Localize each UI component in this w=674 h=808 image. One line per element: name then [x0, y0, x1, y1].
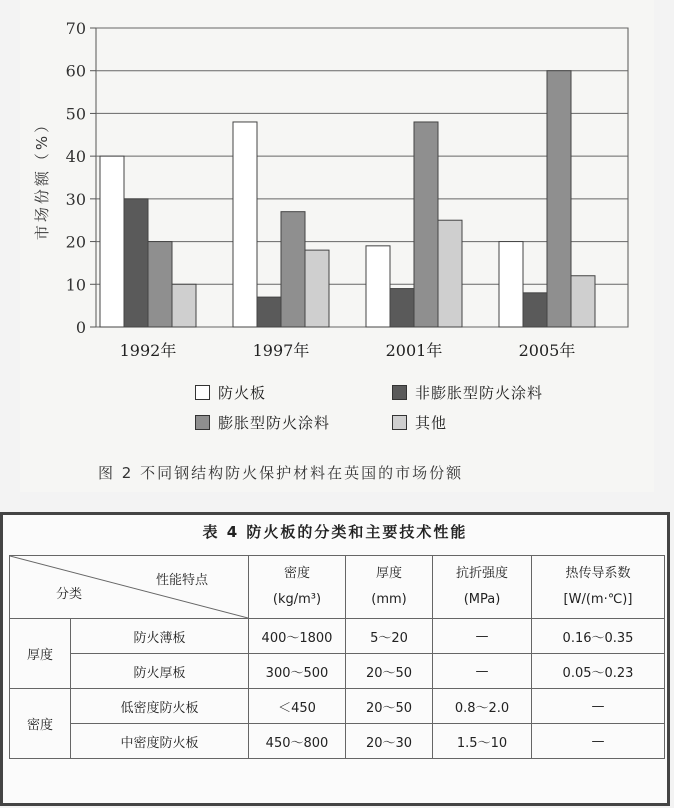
- header-flexural-strength: [433, 556, 532, 619]
- legend-label: 膨胀型防火涂料: [218, 414, 331, 432]
- figure-caption: 图 2 不同钢结构防火保护材料在英国的市场份额: [98, 464, 464, 482]
- table-cell: —: [532, 724, 665, 759]
- legend-swatch: [392, 415, 407, 430]
- spec-table: [9, 555, 665, 759]
- legend-label: 防火板: [218, 384, 267, 402]
- bar: [281, 212, 305, 327]
- legend-swatch: [392, 385, 407, 400]
- row-label: 低密度防火板: [71, 689, 249, 724]
- legend-swatch: [195, 415, 210, 430]
- table-title: 表 4 防火板的分类和主要技术性能: [202, 523, 468, 541]
- bar-chart: [20, 0, 654, 450]
- table-cell: ＜450: [249, 689, 346, 724]
- table-cell: 450～800: [249, 724, 346, 759]
- bar: [523, 293, 547, 327]
- diagonal-line: [10, 556, 248, 618]
- y-tick-label: 70: [65, 19, 86, 38]
- table-cell: 20～50: [346, 654, 433, 689]
- table-cell: 20～50: [346, 689, 433, 724]
- table-container: [0, 512, 670, 806]
- table-cell: —: [433, 654, 532, 689]
- header-unit: (kg/m³): [272, 592, 322, 607]
- table-row: [10, 689, 665, 724]
- bar: [499, 242, 523, 327]
- table-cell: 400～1800: [249, 619, 346, 654]
- legend-swatch: [195, 385, 210, 400]
- corner-bottom-label: 分类: [56, 587, 83, 602]
- table-header-row: [10, 556, 665, 619]
- y-tick-label: 30: [65, 189, 86, 209]
- legend-label: 非膨胀型防火涂料: [415, 384, 544, 402]
- y-tick-label: 50: [65, 104, 86, 124]
- row-label: 防火薄板: [71, 619, 249, 654]
- y-axis-label: 市场份额（%）: [33, 114, 51, 241]
- table-row: [10, 724, 665, 759]
- group-cell: 密度: [10, 689, 71, 759]
- y-tick-label: 0: [75, 318, 86, 337]
- bar: [172, 284, 196, 327]
- x-tick-label: 2001年: [385, 341, 443, 360]
- legend-label: 其他: [415, 414, 448, 432]
- bar: [100, 156, 124, 327]
- table-row: [10, 619, 665, 654]
- table-cell: —: [532, 689, 665, 724]
- bar: [305, 250, 329, 327]
- row-label: 防火厚板: [71, 654, 249, 689]
- bar: [257, 297, 281, 327]
- bar: [414, 122, 438, 327]
- group-cell: 厚度: [10, 619, 71, 689]
- legend-item-non-intumescent: [392, 382, 543, 403]
- table-row: [10, 654, 665, 689]
- header-label: 密度: [283, 566, 310, 581]
- header-thermal-conductivity: [532, 556, 665, 619]
- table-cell: 5～20: [346, 619, 433, 654]
- header-density: [249, 556, 346, 619]
- row-label: 中密度防火板: [71, 724, 249, 759]
- table-cell: 300～500: [249, 654, 346, 689]
- figure-chart: [20, 0, 654, 492]
- bar: [547, 71, 571, 327]
- bar: [233, 122, 257, 327]
- table-cell: —: [433, 619, 532, 654]
- table-cell: 0.16～0.35: [532, 619, 665, 654]
- header-thickness: [346, 556, 433, 619]
- y-tick-label: 40: [65, 147, 86, 167]
- corner-top-label: 性能特点: [155, 573, 208, 588]
- y-tick-label: 60: [65, 61, 86, 81]
- bar: [366, 246, 390, 327]
- corner-header: [10, 556, 249, 619]
- header-unit: [W/(m·℃)]: [563, 592, 633, 607]
- header-unit: (mm): [371, 592, 407, 607]
- x-tick-label: 1997年: [252, 341, 310, 360]
- y-tick-label: 20: [65, 232, 86, 252]
- bar: [124, 199, 148, 327]
- header-label: 抗折强度: [455, 566, 508, 581]
- header-label: 厚度: [375, 566, 402, 581]
- x-tick-label: 2005年: [518, 341, 576, 360]
- table-cell: 0.8～2.0: [433, 689, 532, 724]
- bar: [390, 289, 414, 327]
- table-cell: 20～30: [346, 724, 433, 759]
- x-tick-label: 1992年: [119, 341, 177, 360]
- table-cell: 0.05～0.23: [532, 654, 665, 689]
- table-cell: 1.5～10: [433, 724, 532, 759]
- bar: [148, 242, 172, 327]
- header-label: 热传导系数: [565, 566, 631, 581]
- legend-item-fire-board: [195, 382, 266, 403]
- y-tick-label: 10: [65, 275, 86, 295]
- header-unit: (MPa): [463, 592, 501, 607]
- legend-item-other: [392, 412, 447, 433]
- legend-item-intumescent: [195, 412, 330, 433]
- bar: [571, 276, 595, 327]
- bar: [438, 220, 462, 327]
